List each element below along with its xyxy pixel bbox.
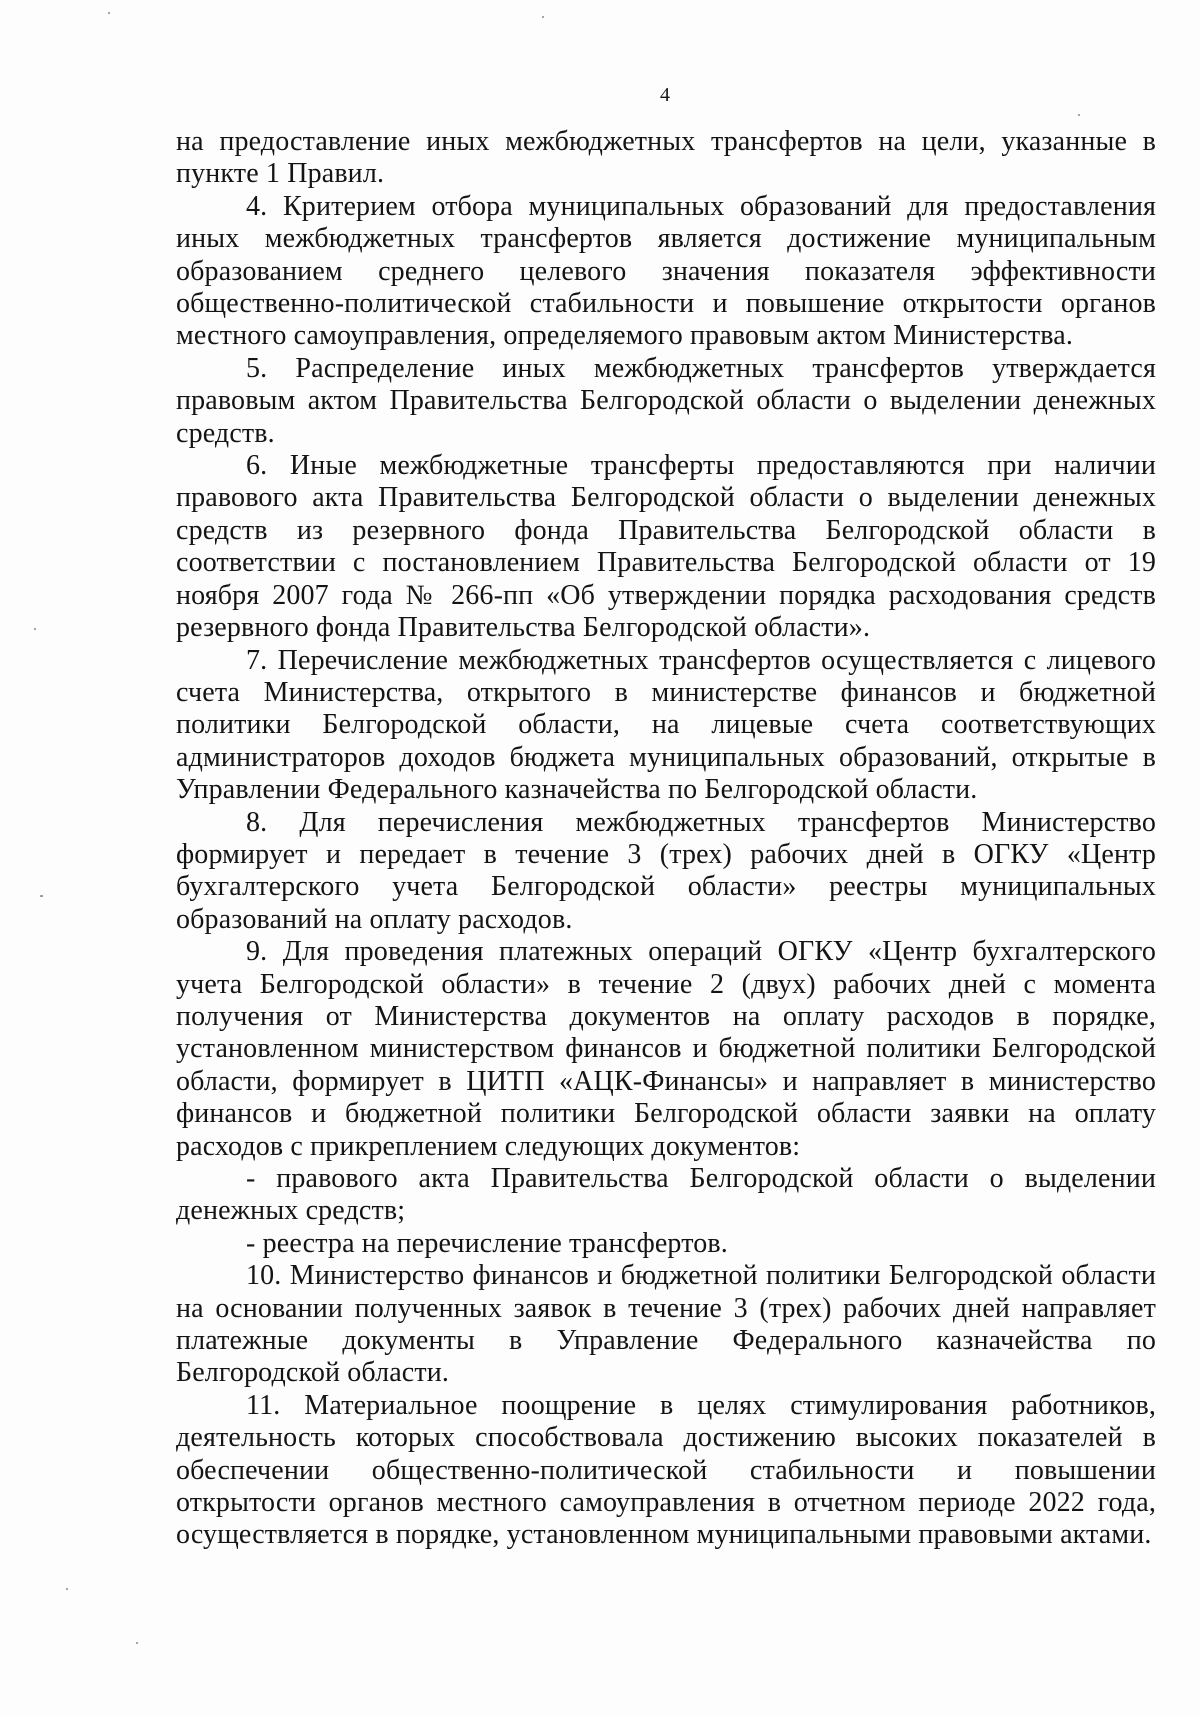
paragraph-item-7: 7. Перечисление межбюджетных трансфертов осуществляется с лицевого счета Министерства, открытого в министерстве финансов и бюджетной политики Белгородской области, на лицевые счета соответствующих администраторов доходов бюджета муниципальных образований, открытые в Управлении Федерального казначейства по Белгородской области.	[176, 644, 1156, 806]
paragraph-item-4: 4. Критерием отбора муниципальных образований для предоставления иных межбюджетных трансфертов является достижение муниципальным образованием среднего целевого значения показателя эффективности общественно-политической стабильности и повышение открытости органов местного самоуправления, определяемого правовым актом Министерства.	[176, 190, 1156, 352]
list-item-registry: - реестра на перечисление трансфертов.	[246, 1227, 728, 1259]
paragraph-item-8: 8. Для перечисления межбюджетных трансфертов Министерство формирует и передает в течение 3 (трех) рабочих дней в ОГКУ «Центр бухгалтерского учета Белгородской области» реестры муниципальных образований на оплату расходов.	[176, 806, 1156, 935]
scan-speck	[34, 628, 36, 630]
paragraph-item-11: 11. Материальное поощрение в целях стимулирования работников, деятельность которых способствовала достижению высоких показателей в обеспечении общественно-политической стабильности и повышении открытости органов местного самоуправления в отчетном периоде 2022 года, осуществляется в порядке, установленном муниципальными правовыми актами.	[176, 1389, 1156, 1551]
scan-speck	[1078, 114, 1080, 116]
scan-speck	[136, 1642, 138, 1644]
paragraph-item-9: 9. Для проведения платежных операций ОГКУ «Центр бухгалтерского учета Белгородской области» в течение 2 (двух) рабочих дней с момента получения от Министерства документов на оплату расходов в порядке, установленном министерством финансов и бюджетной политики Белгородской области, формирует в ЦИТП «АЦК-Финансы» и направляет в министерство финансов и бюджетной политики Белгородской области заявки на оплату расходов с прикреплением следующих документов:	[176, 936, 1156, 1162]
list-item-legal-act: - правового акта Правительства Белгородской области о выделении денежных средств;	[176, 1163, 1156, 1227]
document-body	[176, 126, 1156, 1552]
scan-speck	[66, 1588, 68, 1590]
scan-speck	[108, 12, 110, 14]
page-number: 4	[660, 84, 670, 106]
paragraph-item-10: 10. Министерство финансов и бюджетной политики Белгородской области на основании полученных заявок в течение 3 (трех) рабочих дней направляет платежные документы в Управление Федерального казначейства по Белгородской области.	[176, 1260, 1156, 1389]
scan-speck	[542, 16, 544, 18]
scan-speck	[40, 895, 43, 897]
paragraph-continuation: на предоставление иных межбюджетных трансфертов на цели, указанные в пункте 1 Правил.	[176, 126, 1156, 190]
paragraph-item-5: 5. Распределение иных межбюджетных трансфертов утверждается правовым актом Правительства Белгородской области о выделении денежных средств.	[176, 352, 1156, 449]
paragraph-item-6: 6. Иные межбюджетные трансферты предоставляются при наличии правового акта Правительства Белгородской области о выделении денежных средств из резервного фонда Правительства Белгородской области в соответствии с постановлением Правительства Белгородской области от 19 ноября 2007 года № 266-пп «Об утверждении порядка расходования средств резервного фонда Правительства Белгородской области».	[176, 450, 1156, 644]
